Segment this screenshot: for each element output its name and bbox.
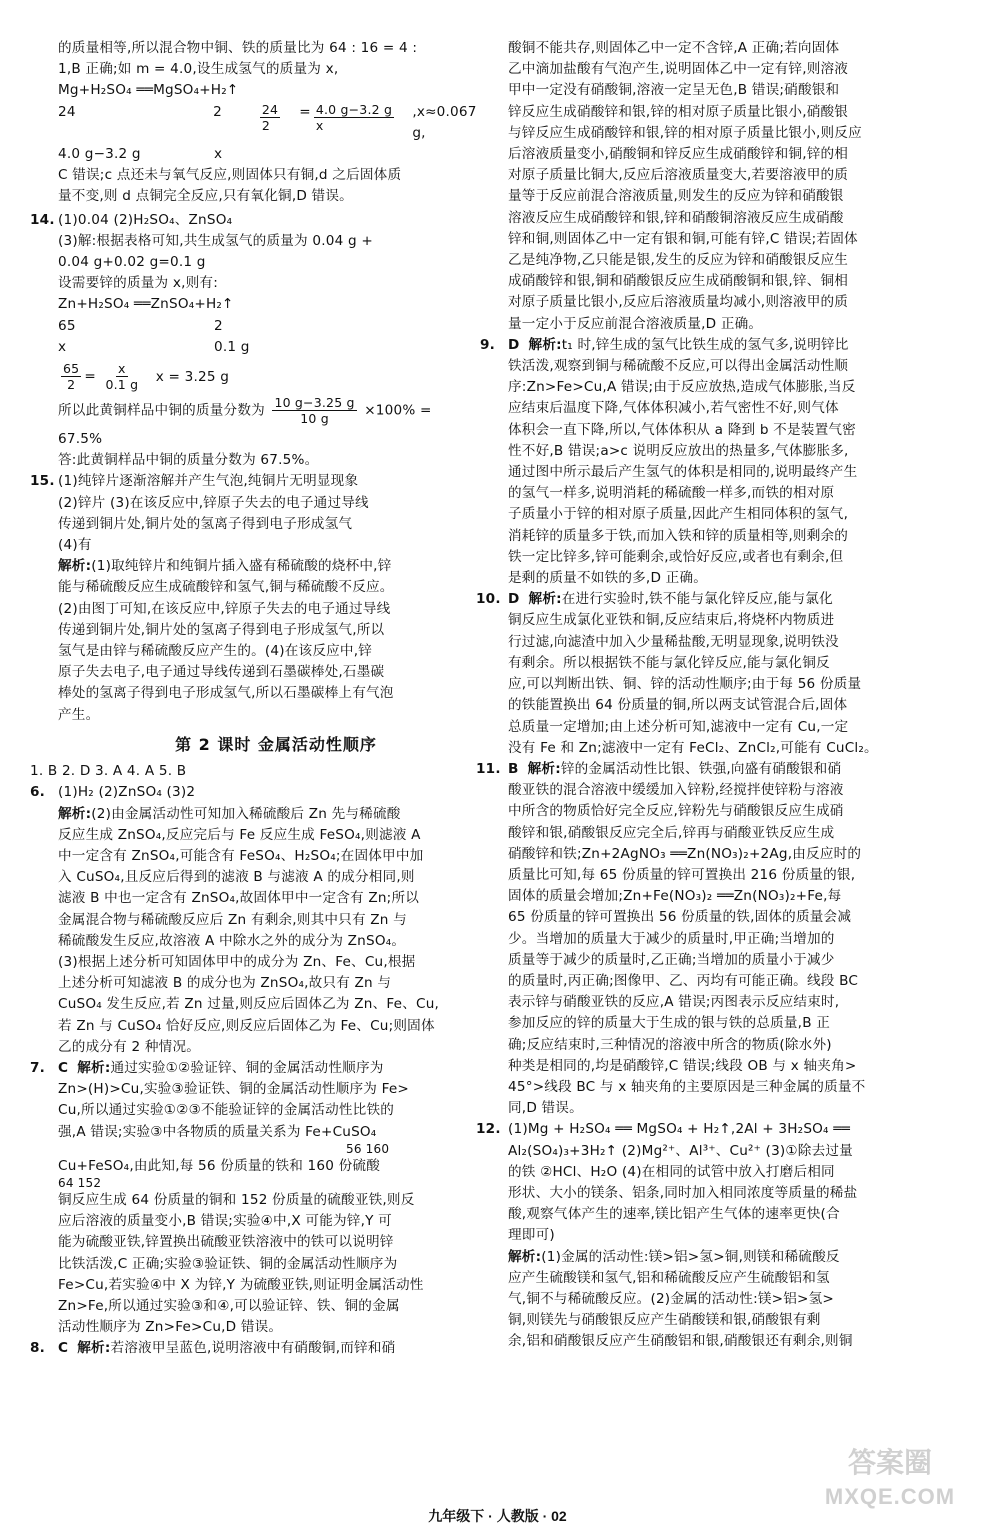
analysis-line: 有剩余。所以根据铁不能与氯化锌反应,能与氯化铜反 [508,654,830,671]
answer-line: (1)H₂ (2)ZnSO₄ (3)2 [58,784,196,801]
mass-row: 64 152 [58,1175,102,1190]
analysis-line: 应后溶液的质量变小,B 错误;实验④中,X 可能为锌,Y 可 [58,1213,392,1230]
analysis-line: 量等于反应前混合溶液质量,则发生的反应为锌和硝酸银 [508,188,844,205]
answer-line: 的铁 ②HCl、H₂O (4)在相同的试管中放入打磨后相同 [508,1163,835,1180]
analysis-line: 解析:(1)取纯锌片和纯铜片插入盛有稀硫酸的烧杯中,锌 [58,558,392,575]
analysis-label: 解析: [77,1340,111,1357]
analysis-line: 产生。 [58,706,100,723]
analysis-line: 种类是相同的,均是硝酸锌,C 错误;线段 OB 与 x 轴夹角> [508,1057,857,1074]
fraction: $\frac{65}{2}$ [63,361,80,393]
analysis-line: 对原子质量比铜大,反应后溶液质量变大,若要溶液甲的质 [508,167,849,184]
mass-value: x [214,146,223,163]
right-column [476,38,960,1353]
question-11 [476,759,960,1119]
analysis-line: 棒处的氢离子得到电子形成氢气,所以石墨碳棒上有气泡 [58,685,394,702]
text-line: 量不变,则 d 点铜完全反应,只有氧化铜,D 错误。 [58,188,353,205]
analysis-line: 少。当增加的质量大于减少的质量时,甲正确;当增加的 [508,930,835,947]
answer-line: 理即可) [508,1227,555,1244]
analysis-line: 传递到铜片处,铜片处的氢离子得到电子形成氢气,所以 [58,621,385,638]
analysis-line: 铜,则镁先与硝酸银反应产生硝酸镁和银,硝酸银有剩 [508,1312,821,1329]
question-number: 11. [476,760,501,777]
analysis-line: (2)由图丁可知,在该反应中,锌原子失去的电子通过导线 [58,600,391,617]
analysis-label: 解析: [508,1248,542,1265]
analysis-line: 反应生成 ZnSO₄,反应完后与 Fe 反应生成 FeSO₄,则滤液 A [58,826,421,843]
question-14 [30,210,494,472]
analysis-line: 序:Zn>Fe>Cu,A 错误;由于反应放热,造成气体膨胀,当反 [508,379,856,396]
analysis-line: 确;反应结束时,三种情况的溶液中所含的物质(除水外) [508,1036,832,1053]
fraction: $\frac{24}{2}$ [261,101,279,133]
question-number: 7. [30,1059,46,1076]
analysis-line: 的氢气一样多,说明消耗的稀硫酸一样多,而铁的相对原 [508,485,835,502]
equation-mass-row [58,144,494,165]
analysis-line: B 解析:锌的金属活动性比银、铁强,向盛有硝酸银和硝 [508,760,842,777]
mass-value: 4.0 g−3.2 g [58,146,141,163]
text-line: C 错误;c 点还未与氧气反应,则固体只有铜,d 之后固体质 [58,167,402,184]
analysis-line: 乙的成分有 2 种情况。 [58,1038,201,1055]
mass-value: 0.1 g [214,338,250,355]
analysis-line: (3)根据上述分析可知固体甲中的成分为 Zn、Fe、Cu,根据 [58,953,416,970]
result-text: ,x≈0.067 g, [412,103,477,141]
fraction-equation: $\frac{65}{2}$ = $\frac{x}{0.1 g}$ x = 3.25 g [63,361,230,393]
question-number: 8. [30,1340,46,1357]
analysis-line: 子质量小于锌的相对原子质量,因此产生相同体积的氢气, [508,506,849,523]
analysis-line: 上述分析可知滤液 B 的成分也为 ZnSO₄,故只有 Zn 与 [58,975,392,992]
answer-line: (1)0.04 (2)H₂SO₄、ZnSO₄ [58,211,233,228]
analysis-label: 解析: [77,1059,111,1076]
question-6 [30,782,494,1058]
analysis-line: 铁活泼,观察到铜与稀硫酸不反应,可以得出金属活动性顺 [508,358,849,375]
answer-line: (1)纯锌片逐渐溶解并产生气泡,纯铜片无明显现象 [58,473,359,490]
answer-line: 酸,观察气体产生的速率,镁比铝产生气体的速率更快(合 [508,1206,840,1223]
analysis-line: Zn>(H)>Cu,实验③验证铁、铜的金属活动性顺序为 Fe> [58,1081,410,1098]
analysis-line: 45°>线段 BC 与 x 轴夹角的主要原因是三种金属的质量不 [508,1078,866,1095]
answer-letter: B [508,760,519,777]
mass-row: 56 160 [346,1141,390,1156]
analysis-label: 解析: [528,591,562,608]
answer-letter: D [508,336,520,353]
analysis-line: 通过图中所示最后产生氢气的体积是相同的,说明最终产生 [508,464,858,481]
equation-mass-row: 24 2 $\frac{24}{2}$ = $\frac{4.0 g-3.2 g}{x}$ ,x≈0.067 g, [58,102,494,144]
question-number: 15. [30,473,55,490]
analysis-line: 固体的质量会增加;Zn+Fe(NO₃)₂ ══Zn(NO₃)₂+Fe,每 [508,888,842,905]
watermark-line: MXQE.COM [824,1484,956,1509]
question-7 [30,1058,494,1338]
answer-line: (1)Mg + H₂SO₄ ══ MgSO₄ + H₂↑,2Al + 3H₂SO₄ ══ [508,1121,850,1138]
analysis-line: 参加反应的锌的质量大于生成的银与铁的总质量,B 正 [508,1015,831,1032]
question-number: 9. [480,336,496,353]
analysis-line: Zn>Fe,所以通过实验③和④,可以验证锌、铁、铜的金属 [58,1297,400,1314]
text-line: 1,B 正确;如 m = 4.0,设生成氢气的质量为 x, [58,61,339,78]
fraction: $\frac{4.0 g-3.2 g}{x}$ [315,101,393,133]
question-8 [30,1338,494,1359]
analysis-line: 总质量一定增加;由上述分析可知,滤液中一定有 Cu,一定 [508,718,849,735]
question-10 [476,589,960,759]
analysis-line: 体积会一直下降,所以,气体体积从 a 降到 b 不是装置气密 [508,421,856,438]
question-12 [476,1119,960,1352]
analysis-line: 滤液 B 中也一定含有 ZnSO₄,故固体甲中一定含有 Zn;所以 [58,890,420,907]
analysis-line: 乙中滴加盐酸有气泡产生,说明固体乙中一定有锌,则溶液 [508,61,849,78]
question-number: 12. [476,1121,501,1138]
analysis-line: 是剩的质量不如铁的多,D 正确。 [508,570,708,587]
question-9 [480,335,960,589]
answer-line: (3)解:根据表格可知,共生成氢气的质量为 0.04 g + [58,232,373,249]
analysis-line: 硝酸锌和铁;Zn+2AgNO₃ ══Zn(NO₃)₂+2Ag,由反应时的 [508,845,862,862]
analysis-line: 原子失去电子,电子通过导线传递到石墨碳棒处,石墨碳 [58,664,385,681]
analysis-line: 锌反应生成硝酸锌和银,锌的相对原子质量比银小,硝酸银 [508,103,849,120]
analysis-line: 应产生硫酸镁和氢气,铝和稀硫酸反应产生硫酸铝和氢 [508,1269,830,1286]
analysis-label: 解析: [528,336,562,353]
answer-line: 1. B 2. D 3. A 4. A 5. B [30,763,187,780]
analysis-line: 溶液反应生成硝酸锌和银,锌和硝酸铜溶液反应生成硝酸 [508,209,844,226]
analysis-line: 金属混合物与稀硫酸反应后 Zn 有剩余,则其中只有 Zn 与 [58,911,407,928]
analysis-line: 同,D 错误。 [508,1100,583,1117]
question-number: 10. [476,591,501,608]
analysis-label: 解析: [527,760,561,777]
analysis-line: 消耗锌的质量多于铁,而加入铁和锌的质量相等,则剩余的 [508,527,849,544]
analysis-line: D 解析:t₁ 时,锌生成的氢气比铁生成的氢气多,说明锌比 [508,336,849,353]
analysis-line: 活动性顺序为 Zn>Fe>Cu,D 错误。 [58,1319,283,1336]
watermark-line: 答案圈 [847,1447,932,1478]
analysis-line: 余,铝和硝酸银反应产生硝酸铝和银,硝酸银还有剩余,则铜 [508,1333,853,1350]
mass-value: 2 [213,103,222,120]
analysis-line: 应,可以判断出铁、铜、锌的活动性顺序;由于每 56 份质量 [508,676,862,693]
mass-value: x [58,338,67,355]
analysis-line: 与锌反应生成硝酸锌和银,锌的相对原子质量比银小,则反应 [508,124,862,141]
answer-line: 答:此黄铜样品中铜的质量分数为 67.5%。 [58,452,319,469]
left-column [30,38,494,1360]
page-footer: 九年级下 · 人教版 · 02 [428,1508,567,1524]
analysis-line: 行过滤,向滤渣中加入少量稀盐酸,无明显现象,说明铁没 [508,633,839,650]
equation-mass-row [58,337,494,358]
section-heading: 第 2 课时 金属活动性顺序 [175,734,377,754]
analysis-line: 性不好,B 错误;a>c 说明反应放出的热量多,气体膨胀多, [508,442,849,459]
analysis-line: 酸铜不能共存,则固体乙中一定不含锌,A 正确;若向固体 [508,40,840,56]
analysis-line: 若 Zn 与 CuSO₄ 恰好反应,则反应后固体乙为 Fe、Cu;则固体 [58,1017,435,1034]
analysis-line: 稀硫酸发生反应,故溶液 A 中除水之外的成分为 ZnSO₄。 [58,932,406,949]
analysis-line: CuSO₄ 发生反应,若 Zn 过量,则反应后固体乙为 Zn、Fe、Cu, [58,996,440,1013]
analysis-line: C 解析:通过实验①②验证锌、铜的金属活动性顺序为 [58,1059,384,1076]
analysis-line: C 解析:若溶液甲呈蓝色,说明溶液中有硝酸铜,而锌和硝 [58,1340,396,1357]
analysis-line: Fe>Cu,若实验④中 X 为锌,Y 为硫酸亚铁,则证明金属活动性 [58,1276,424,1293]
analysis-label: 解析: [58,805,92,822]
analysis-line: 质量等于减少的质量时,乙正确;当增加的质量小于减少 [508,951,835,968]
mass-value: 24 [58,103,76,120]
analysis-line: 的质量时,丙正确;图像甲、乙、丙均有可能正确。线段 BC [508,972,859,989]
equation-line: Zn+H₂SO₄ ══ZnSO₄+H₂↑ [58,296,234,313]
answer-line: 传递到铜片处,铜片处的氢离子得到电子形成氢气 [58,515,353,532]
answer-line: Al₂(SO₄)₃+3H₂↑ (2)Mg²⁺、Al³⁺、Cu²⁺ (3)①除去过量 [508,1142,853,1159]
analysis-line: 气,铜不与稀硫酸反应。(2)金属的活动性:镁>铝>氢> [508,1290,835,1307]
analysis-line: 铁一定比锌多,锌可能剩余,或恰好反应,或者也有剩余,但 [508,548,844,565]
answer-letter: C [58,1059,69,1076]
question-15 [30,471,494,725]
text-line: 所以此黄铜样品中铜的质量分数为 [58,402,265,419]
analysis-line: 对原子质量比银小,反应后溶液质量均减小,则溶液甲的质 [508,294,849,311]
answer-line: 67.5% [58,431,103,448]
answer-letter: D [508,591,520,608]
analysis-line: 解析:(2)由金属活动性可知加入稀硫酸后 Zn 先与稀硫酸 [58,805,401,822]
answer-line: 设需要锌的质量为 x,则有: [58,275,219,292]
question-number: 14. [30,211,55,228]
answer-letter: C [58,1340,69,1357]
equation-mass-row [58,316,494,337]
text-line: 的质量相等,所以混合物中铜、铁的质量比为 64 : 16 = 4 : [58,40,418,56]
answer-line: 0.04 g+0.02 g=0.1 g [58,254,206,271]
analysis-line: D 解析:在进行实验时,铁不能与氯化锌反应,能与氯化 [508,591,833,608]
analysis-line: 能与稀硫酸反应生成硫酸锌和氢气,铜与稀硫酸不反应。 [58,579,394,596]
analysis-line: 解析:(1)金属的活动性:镁>铝>氢>铜,则镁和稀硫酸反 [508,1248,840,1265]
analysis-line: 铜反应生成 64 份质量的铜和 152 份质量的硫酸亚铁,则反 [58,1191,415,1208]
analysis-line: 强,A 错误;实验③中各物质的质量关系为 Fe+CuSO₄ [58,1123,377,1140]
analysis-line: 比铁活泼,C 正确;实验③验证铁、铜的金属活动性顺序为 [58,1255,398,1272]
analysis-line: 没有 Fe 和 Zn;滤液中一定有 FeCl₂、ZnCl₂,可能有 CuCl₂。 [508,739,878,756]
mass-value: 65 [58,317,76,334]
analysis-line: 中一定含有 ZnSO₄,可能含有 FeSO₄、H₂SO₄;在固体甲中加 [58,847,424,864]
analysis-line: 成硝酸锌和银,铜和硝酸银反应生成硝酸铜和银,锌、铜相 [508,273,849,290]
mass-value: 2 [214,317,223,334]
question-number: 6. [30,784,46,801]
analysis-label: 解析: [58,558,92,575]
answer-line: (2)锌片 (3)在该反应中,锌原子失去的电子通过导线 [58,494,369,511]
analysis-line: 应结束后温度下降,气体体积减小,若气密性不好,则气体 [508,400,839,417]
analysis-line: 锌和铜,则固体乙中一定有银和铜,可能有锌,C 错误;若固体 [508,230,858,247]
analysis-line: 铜反应生成氯化亚铁和铜,反应结束后,将烧杯内物质进 [508,612,835,629]
question-8-continued [508,38,960,335]
fraction-equation [58,395,494,426]
answer-line: 形状、大小的镁条、铝条,同时加入相同浓度等质量的稀盐 [508,1184,858,1201]
fraction: $\frac{x}{0.1 g}$ [105,361,139,393]
analysis-line: 量一定小于反应前混合溶液质量,D 正确。 [508,315,763,332]
analysis-line: 中所含的物质恰好完全反应,锌粉先与硝酸银反应生成硝 [508,803,844,820]
text-line: ×100% = [364,402,432,419]
result-text: x = 3.25 g [155,368,230,385]
equation-line: Mg+H₂SO₄ ══MgSO₄+H₂↑ [58,82,239,99]
analysis-line: 乙是纯净物,乙只能是银,发生的反应为锌和硝酸银反应生 [508,252,849,269]
analysis-line: 质量比可知,每 65 份质量的锌可置换出 216 份质量的银, [508,866,856,883]
analysis-line: 酸锌和银,硝酸银反应完全后,锌再与硝酸亚铁反应生成 [508,824,835,841]
analysis-line: Cu,所以通过实验①②③不能验证锌的金属活动性比铁的 [58,1102,395,1119]
analysis-line: 甲中一定没有硝酸铜,溶液一定呈无色,B 错误;硝酸银和 [508,82,840,99]
answer-line: (4)有 [58,537,92,554]
analysis-line: 表示锌与硝酸亚铁的反应,A 错误;丙图表示反应结束时, [508,994,840,1011]
analysis-line: 氢气是由锌与稀硫酸反应产生的。(4)在该反应中,锌 [58,643,373,660]
analysis-line: 后溶液质量变小,硝酸铜和锌反应生成硝酸锌和铜,锌的相 [508,146,849,163]
analysis-line: 入 CuSO₄,且反应后得到的滤液 B 与滤液 A 的成分相同,则 [58,869,415,886]
analysis-line: 的铁能置换出 64 份质量的铜,所以两支试管混合后,固体 [508,697,848,714]
analysis-line: 能为硫酸亚铁,锌置换出硫酸亚铁溶液中的铁可以说明锌 [58,1234,394,1251]
analysis-line: Cu+FeSO₄,由此知,每 56 份质量的铁和 160 份硫酸 [58,1157,381,1174]
analysis-line: 65 份质量的锌可置换出 56 份质量的铁,固体的质量会减 [508,909,852,926]
analysis-line: 酸亚铁的混合溶液中缓缓加入锌粉,经搅拌使锌粉与溶液 [508,782,844,799]
fraction: $\frac{10 g-3.25 g}{10 g}$ [274,395,355,427]
